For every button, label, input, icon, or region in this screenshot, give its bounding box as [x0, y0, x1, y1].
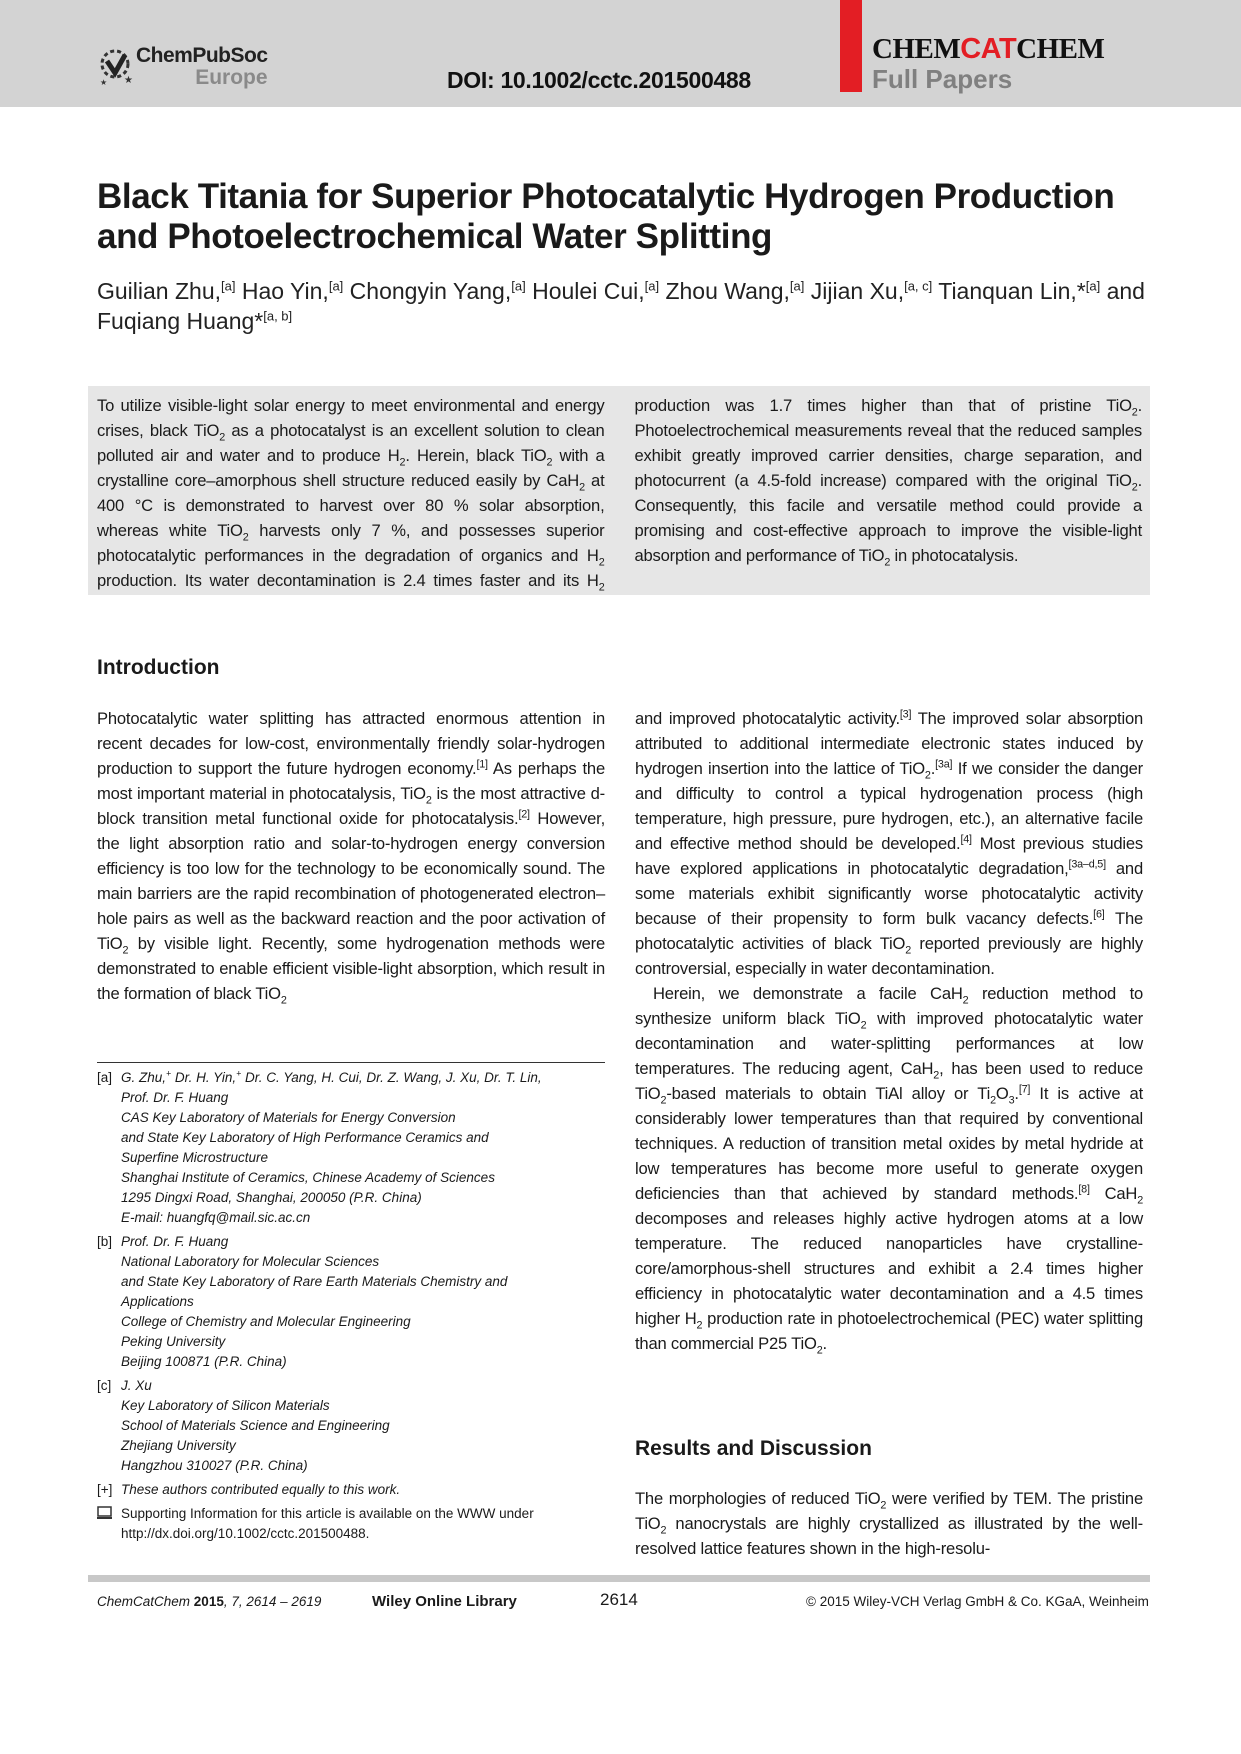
superscript: [3a]	[935, 758, 953, 771]
svg-text:★: ★	[100, 78, 108, 87]
footnote-line: J. Xu	[121, 1378, 152, 1393]
subscript: 2	[990, 1094, 996, 1107]
footnote-line: Prof. Dr. F. Huang	[121, 1090, 229, 1105]
section-heading-introduction: Introduction	[97, 656, 220, 679]
subscript: 2	[696, 1319, 703, 1332]
abstract-text: To utilize visible-light solar energy to meet environmental and energy crises, black TiO$_2$ as a photocatalyst is an excellent solution to clean polluted air and water and to produce $H_2$. Herein, black TiO$_2$ with a crystalline core–amorphous shell structure reduced easily by CaH$_2$ at 400 °C is demonstrated to harvest over 80 % solar absorption, whereas white TiO$_2$ harvests only 7 %, and possesses superior photocatalytic performances in the degradation of organics and $H_2$ production. Its water decontamination is 2.4 times faster and its $H_2$ production was 1.7 times higher than that of pristine TiO$_2$. Photoelectrochemical measurements reveal that the reduced samples exhibit greatly improved carrier densities, charge separation, and photocurrent (a 4.5-fold increase) compared with the original TiO$_2$. Consequently, this facile and versatile method could provide a promising and cost-effective approach to improve the visible-light absorption and performance of TiO$_2$ in photocatalysis.	[97, 396, 1142, 594]
publisher-name: ChemPubSoc	[136, 44, 268, 67]
journal-name-part: CHEM	[1016, 33, 1105, 65]
superscript: [3]	[899, 708, 912, 721]
footnote-line: Applications	[121, 1294, 194, 1309]
superscript: [a]	[511, 278, 526, 294]
paragraph: Herein, we demonstrate a facile CaH$_2$ reduction method to synthesize uniform black TiO$_2$ with improved photocatalytic water decontamination and water-splitting performances at low temperatures. The reducing agent, CaH$_2$, has been used to reduce TiO$_2$-based materials to obtain TiAl alloy or $Ti_2O_3.[7]$ It is active at considerably lower temperatures than that required by conventional techniques. A reduction of transition metal oxides by metal hydride at low temperatures has become more useful to generate oxygen deficiencies than that achieved by standard methods.[8] CaH$_2$ decomposes and releases highly active hydrogen atoms at a low temperature. The reduced nanoparticles have crystalline-core/amorphous-shell structures and exhibit a 2.4 times higher efficiency in photocatalytic water decontamination and a 4.5 times higher $H_2$ production rate in photoelectrochemical (PEC) water splitting than commercial P25 TiO$_2$.	[635, 984, 1144, 1357]
subscript: 2	[816, 1344, 823, 1357]
subscript: 2	[1137, 1194, 1143, 1207]
subscript: 2	[660, 1524, 667, 1537]
author-list: Guilian Zhu,[a] Hao Yin,[a] Chongyin Yang,[a] Houlei Cui,[a] Zhou Wang,[a] Jijian Xu,[a, c] Tianquan Lin,*[a] and Fuqiang Huang*[a, b]	[97, 278, 1145, 334]
paragraph: Photocatalytic water splitting has attracted enormous attention in recent decades for low-cost, environmentally friendly solar-hydrogen production to support the future hydrogen economy.[1] As perhaps the most important material in photocatalysis, TiO$_2$ is the most attractive d-block transition metal functional oxide for photocatalysis.[2] However, the light absorption ratio and solar-to-hydrogen energy conversion efficiency is too low for the technology to be economically sound. The main barriers are the rapid recombination of photogenerated electron–hole pairs as well as the backward reaction and the poor activation of TiO$_2$ by visible light. Recently, some hydrogenation methods were demonstrated to enable efficient visible-light absorption, which result in the formation of black TiO$_2$	[97, 709, 605, 1007]
superscript: [a]	[1085, 278, 1101, 294]
superscript: [a]	[789, 278, 805, 294]
page-header	[0, 0, 1241, 107]
subscript: 2	[880, 1499, 887, 1512]
copyright: © 2015 Wiley-VCH Verlag GmbH & Co. KGaA, Weinheim	[806, 1594, 1149, 1609]
footnotes	[97, 1068, 617, 1548]
footnote-label: [c]	[97, 1378, 112, 1393]
subscript: 2	[924, 769, 931, 782]
footnote-line: These authors contributed equally to this work.	[121, 1482, 401, 1497]
footnote-entry	[97, 1068, 617, 1228]
footnote-line: Shanghai Institute of Ceramics, Chinese Academy of Sciences	[121, 1170, 495, 1185]
wiley-online-library-link[interactable]: Wiley Online Library	[372, 1593, 517, 1610]
doi: DOI: 10.1002/cctc.201500488	[447, 67, 751, 93]
subscript: 2	[122, 944, 129, 957]
subscript: 2	[546, 456, 553, 469]
footnote-line: and State Key Laboratory of Rare Earth Materials Chemistry and	[121, 1274, 508, 1289]
footnote-line: Superfine Microstructure	[121, 1150, 269, 1165]
accent-bar	[840, 0, 862, 92]
svg-text:★: ★	[124, 75, 133, 86]
paragraph: and improved photocatalytic activity.[3] The improved solar absorption attributed to additional intermediate electronic states induced by hydrogen insertion into the lattice of TiO$_2$.[3a] If we consider the danger and difficulty to control a typical hydrogenation process (high temperature, high pressure, pure hydrogen, etc.), an alternative facile and effective method should be developed.[4] Most previous studies have explored applications in photocatalytic degradation,[3a–d,5] and some materials exhibit significantly worse photocatalytic activity because of their propensity to form bulk vacancy defects.[6] The photocatalytic activities of black TiO$_2$ reported previously are highly controversial, especially in water decontamination.	[635, 708, 1144, 978]
subscript: 2	[905, 944, 912, 957]
footnote-label: [a]	[97, 1070, 113, 1085]
footnote-entry	[97, 1376, 617, 1476]
subscript: 2	[962, 994, 969, 1007]
superscript: [2]	[518, 808, 530, 821]
superscript: [a]	[221, 278, 236, 294]
publisher-region: Europe	[195, 66, 268, 89]
subscript: 2	[1131, 481, 1138, 494]
footnote-entry	[97, 1232, 617, 1372]
footnote-line: G. Zhu,+ Dr. H. Yin,+ Dr. C. Yang, H. Cui, Dr. Z. Wang, J. Xu, Dr. T. Lin,	[121, 1068, 542, 1085]
footnote-line: http://dx.doi.org/10.1002/cctc.201500488.	[121, 1526, 370, 1541]
subscript: 2	[860, 1019, 867, 1032]
footnote-line: Peking University	[121, 1334, 226, 1349]
article-type: Full Papers	[872, 64, 1013, 94]
superscript: +	[236, 1068, 242, 1079]
article-title: Black Titania for Superior Photocatalytic Hydrogen Production and Photoelectrochemical Water Splitting	[97, 177, 1115, 256]
chempubsoc-logo	[98, 45, 268, 89]
journal-name-part: CHEM	[872, 33, 961, 65]
superscript: [3a–d,5]	[1068, 858, 1106, 871]
footnote-line: National Laboratory for Molecular Sciences	[121, 1254, 380, 1269]
footnote-line: Supporting Information for this article is available on the WWW under	[121, 1506, 534, 1521]
page-number: 2614	[600, 1590, 638, 1609]
subscript: 2	[242, 531, 249, 544]
journal-name-part: CAT	[960, 33, 1017, 65]
results-column	[635, 1486, 1143, 1561]
journal-name	[872, 33, 1104, 66]
footnote-line: College of Chemistry and Molecular Engineering	[121, 1314, 411, 1329]
subscript: 2	[598, 556, 605, 569]
footnote-line: Hangzhou 310027 (P.R. China)	[121, 1458, 308, 1473]
footnote-line: Prof. Dr. F. Huang	[121, 1234, 229, 1249]
subscript: 2	[219, 431, 225, 444]
subscript: 2	[579, 481, 585, 494]
footnote-line: Zhejiang University	[121, 1438, 236, 1453]
footnote-label: [b]	[97, 1234, 113, 1249]
footnote-divider	[97, 1062, 605, 1063]
superscript: [6]	[1093, 908, 1105, 921]
footer-year: 2015	[193, 1594, 224, 1609]
footer-volume-pages: , 7, 2614 – 2619	[223, 1594, 322, 1609]
subscript: 3	[1008, 1094, 1015, 1107]
footnote-line: CAS Key Laboratory of Materials for Energy Conversion	[121, 1110, 456, 1125]
intro-left-column	[97, 706, 605, 1006]
computer-icon	[97, 1504, 121, 1544]
footer-journal: ChemCatChem	[97, 1594, 191, 1609]
superscript: [a, b]	[263, 308, 293, 324]
superscript: [8]	[1078, 1183, 1090, 1196]
footer-citation	[97, 1594, 321, 1609]
footnote-entry	[97, 1504, 617, 1544]
footnote-label: [+]	[97, 1482, 113, 1497]
footnote-line: and State Key Laboratory of High Performance Ceramics and	[121, 1130, 489, 1145]
subscript: 2	[1131, 406, 1138, 419]
footnote-line: E-mail: huangfq@mail.sic.ac.cn	[121, 1210, 311, 1225]
footnote-entry	[97, 1480, 617, 1500]
footnote-line: School of Materials Science and Engineering	[121, 1418, 390, 1433]
footnote-line: 1295 Dingxi Road, Shanghai, 200050 (P.R. China)	[121, 1190, 422, 1205]
subscript: 2	[399, 456, 406, 469]
superscript: [7]	[1018, 1083, 1031, 1096]
superscript: +	[166, 1068, 172, 1079]
superscript: [a]	[328, 278, 344, 294]
superscript: [a]	[644, 278, 660, 294]
paragraph: The morphologies of reduced TiO$_2$ were verified by TEM. The pristine TiO$_2$ nanocrystals are highly crystallized as illustrated by the well-resolved lattice features shown in the high-resolu-	[635, 1489, 1143, 1558]
superscript: [a, c]	[904, 278, 933, 294]
subscript: 2	[280, 994, 287, 1007]
footer-bar	[88, 1575, 1150, 1582]
footnote-line: Key Laboratory of Silicon Materials	[121, 1398, 330, 1413]
subscript: 2	[425, 794, 432, 807]
subscript: 2	[660, 1094, 667, 1107]
superscript: [1]	[476, 758, 488, 771]
footnote-line: Beijing 100871 (P.R. China)	[121, 1354, 287, 1369]
star-circle-icon	[98, 45, 132, 87]
subscript: 2	[598, 581, 605, 594]
subscript: 2	[884, 556, 891, 569]
section-heading-results: Results and Discussion	[635, 1437, 872, 1460]
subscript: 2	[933, 1069, 940, 1082]
intro-right-column	[635, 706, 1143, 1356]
abstract-box	[88, 386, 1150, 595]
superscript: [4]	[960, 833, 972, 846]
